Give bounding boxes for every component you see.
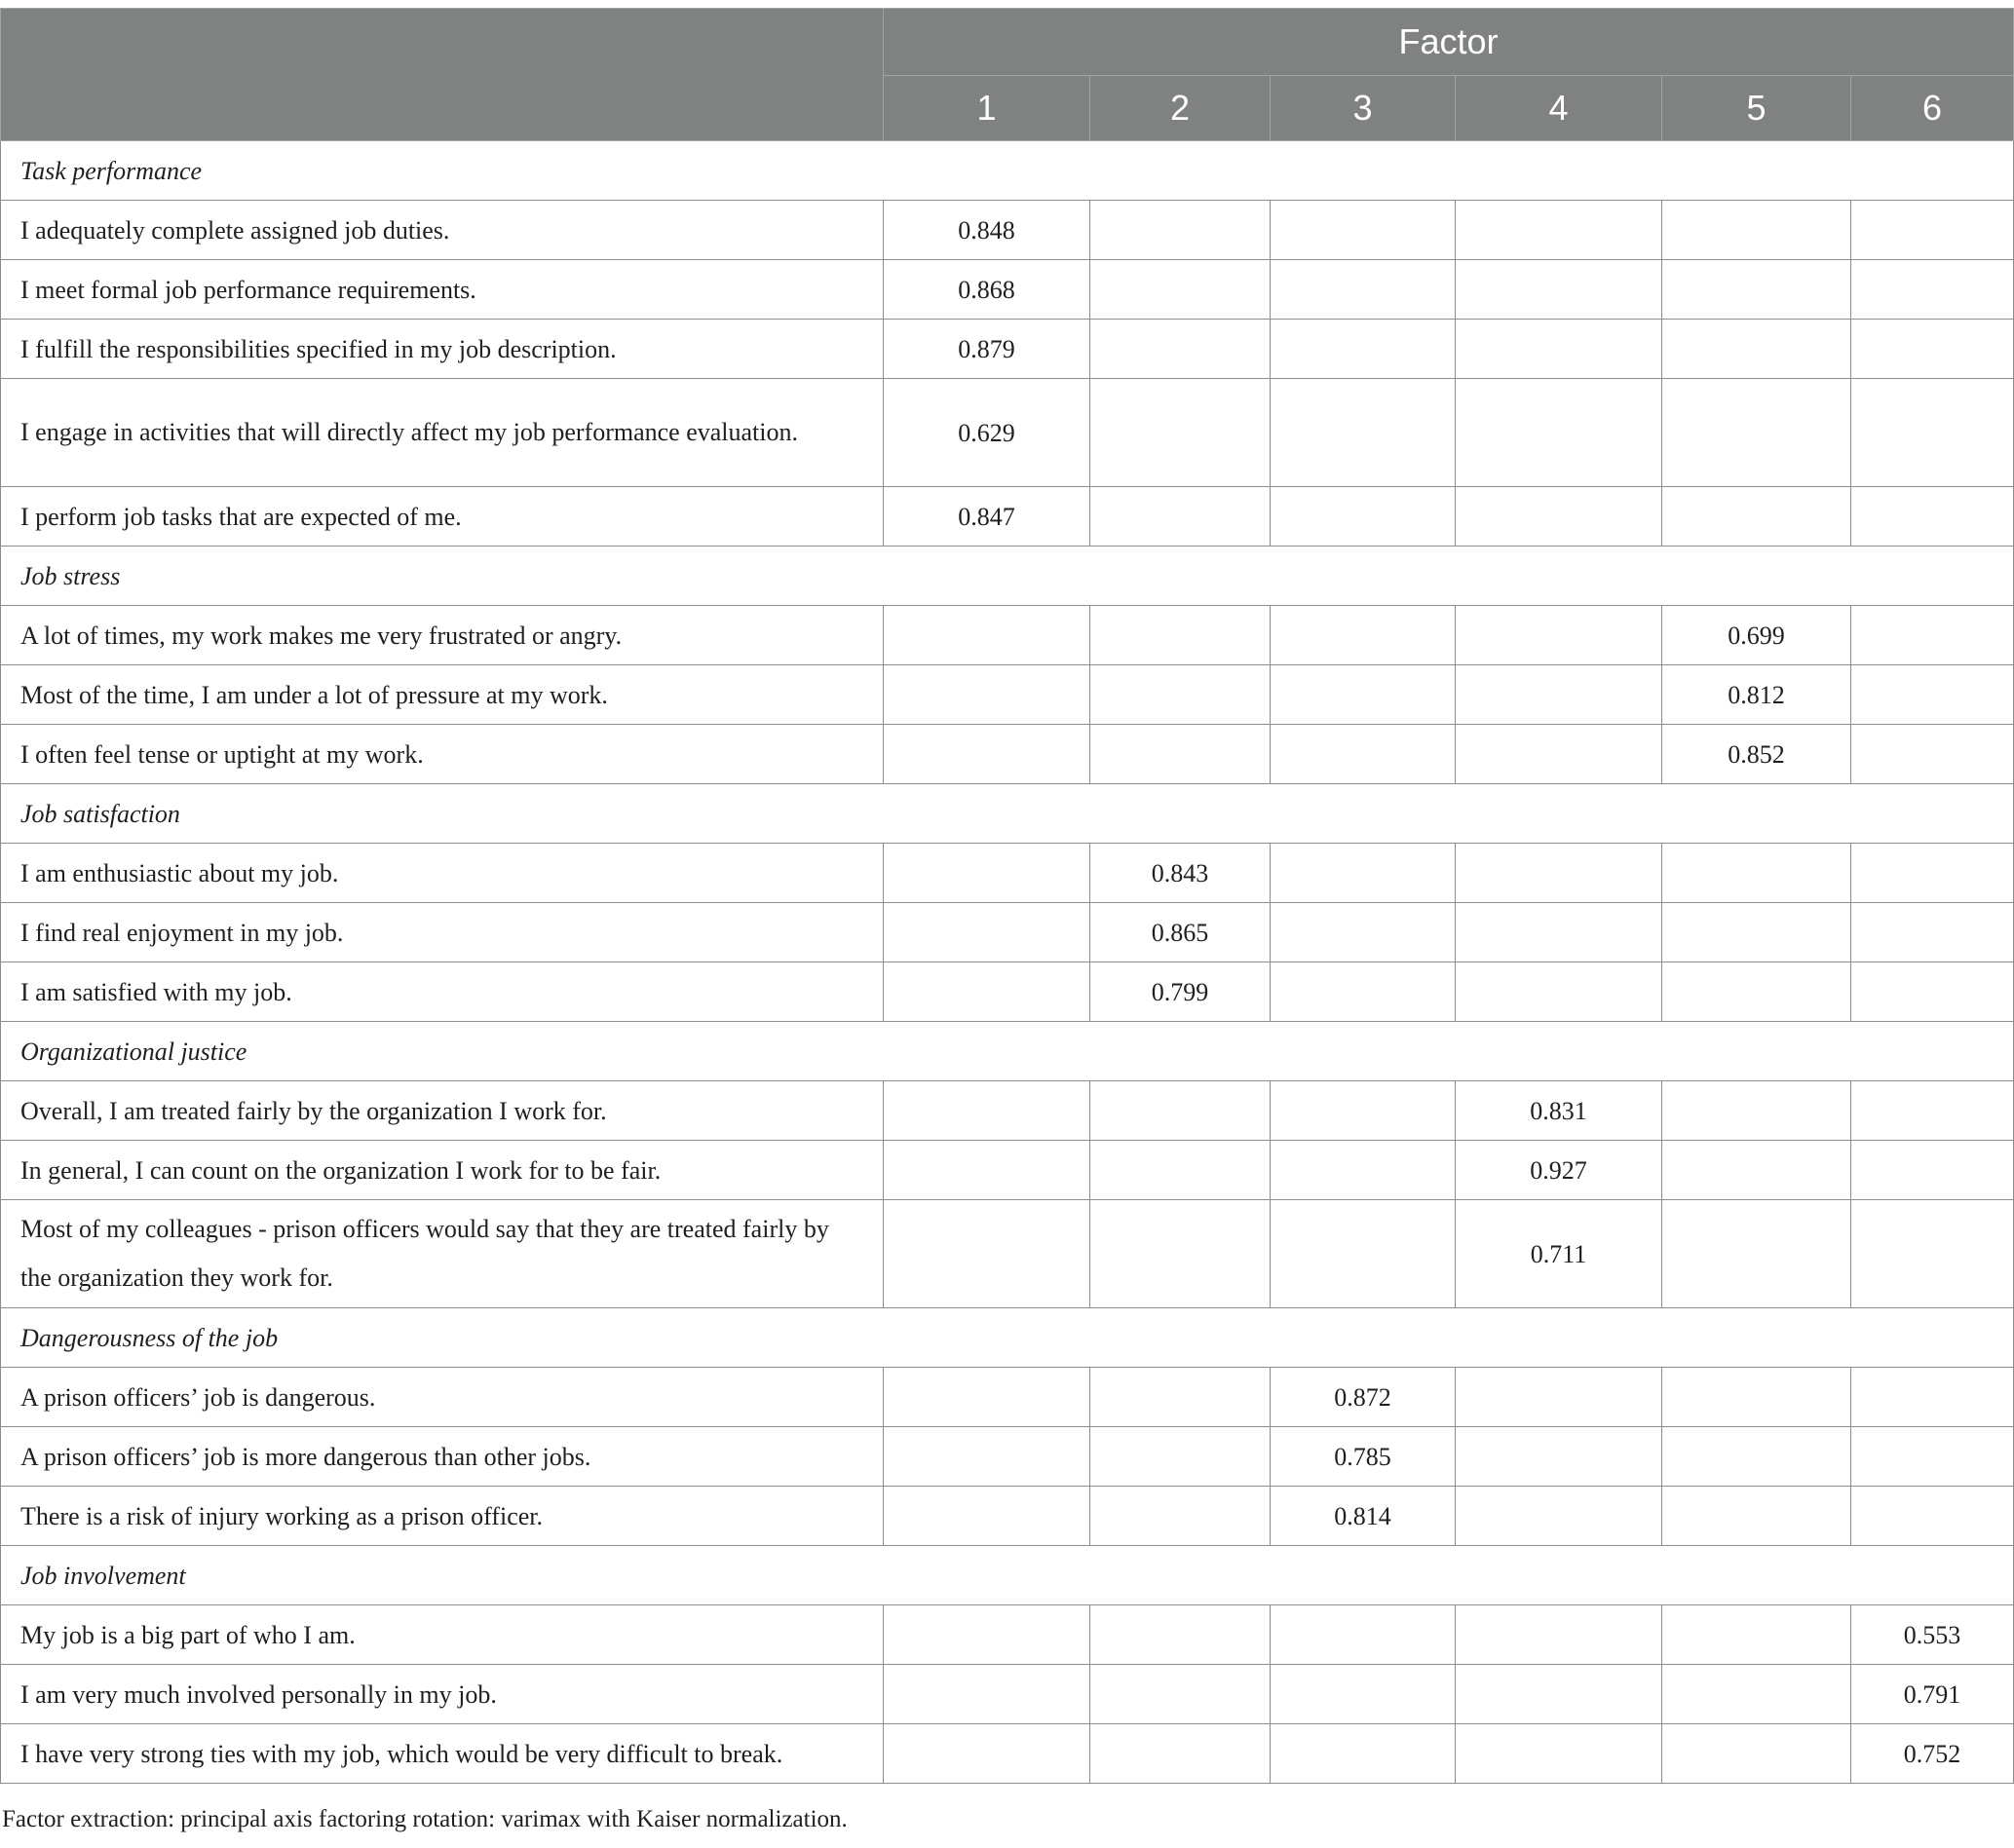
factor-number-header: 3	[1271, 76, 1456, 141]
factor-1-loading	[884, 1081, 1090, 1141]
factor-6-loading	[1851, 260, 2014, 320]
factor-2-loading	[1090, 1724, 1271, 1784]
factor-6-loading	[1851, 1427, 2014, 1487]
factor-6-loading	[1851, 1200, 2014, 1308]
section-row	[1, 547, 2014, 606]
table-row	[1, 1368, 2014, 1427]
item-text: Most of my colleagues - prison officers would say that they are treated fairly by the organization they work for.	[1, 1200, 884, 1308]
factor-1-loading	[884, 665, 1090, 725]
section-title: Organizational justice	[1, 1022, 2014, 1081]
factor-5-loading	[1662, 1200, 1851, 1308]
factor-6-loading: 0.553	[1851, 1605, 2014, 1665]
factor-4-loading: 0.927	[1456, 1141, 1662, 1200]
factor-1-loading	[884, 606, 1090, 665]
factor-2-loading	[1090, 1665, 1271, 1724]
section-title: Dangerousness of the job	[1, 1308, 2014, 1368]
factor-5-loading	[1662, 1605, 1851, 1665]
table-row	[1, 903, 2014, 962]
table-row	[1, 606, 2014, 665]
table-row	[1, 1665, 2014, 1724]
item-text: A prison officers’ job is dangerous.	[1, 1368, 884, 1427]
factor-2-loading	[1090, 201, 1271, 260]
section-row	[1, 784, 2014, 844]
factor-number-header: 4	[1456, 76, 1662, 141]
factor-6-loading	[1851, 844, 2014, 903]
factor-3-loading	[1271, 379, 1456, 487]
factor-1-loading	[884, 1368, 1090, 1427]
factor-3-loading	[1271, 487, 1456, 547]
item-text: A prison officers’ job is more dangerous than other jobs.	[1, 1427, 884, 1487]
factor-3-loading: 0.814	[1271, 1487, 1456, 1546]
factor-2-loading	[1090, 320, 1271, 379]
factor-1-loading	[884, 844, 1090, 903]
factor-4-loading	[1456, 844, 1662, 903]
factor-6-loading: 0.752	[1851, 1724, 2014, 1784]
factor-2-loading	[1090, 1605, 1271, 1665]
factor-5-loading	[1662, 962, 1851, 1022]
item-text: A lot of times, my work makes me very frustrated or angry.	[1, 606, 884, 665]
factor-1-loading: 0.868	[884, 260, 1090, 320]
factor-2-loading	[1090, 1487, 1271, 1546]
item-text: In general, I can count on the organization I work for to be fair.	[1, 1141, 884, 1200]
factor-5-loading	[1662, 201, 1851, 260]
factor-1-loading	[884, 903, 1090, 962]
item-text: I perform job tasks that are expected of me.	[1, 487, 884, 547]
factor-6-loading	[1851, 962, 2014, 1022]
item-text: My job is a big part of who I am.	[1, 1605, 884, 1665]
factor-4-loading	[1456, 379, 1662, 487]
factor-5-loading: 0.812	[1662, 665, 1851, 725]
factor-4-loading	[1456, 320, 1662, 379]
table-row	[1, 844, 2014, 903]
factor-loading-table-container	[0, 8, 2014, 1784]
table-row	[1, 1200, 2014, 1308]
table-row	[1, 1487, 2014, 1546]
factor-6-loading	[1851, 725, 2014, 784]
factor-5-loading	[1662, 487, 1851, 547]
factor-5-loading	[1662, 1368, 1851, 1427]
table-row	[1, 379, 2014, 487]
factor-2-loading	[1090, 260, 1271, 320]
item-text: I am very much involved personally in my job.	[1, 1665, 884, 1724]
factor-3-loading	[1271, 606, 1456, 665]
factor-3-loading	[1271, 1081, 1456, 1141]
factor-group-header: Factor	[884, 9, 2014, 76]
factor-4-loading	[1456, 1605, 1662, 1665]
item-text: I have very strong ties with my job, which would be very difficult to break.	[1, 1724, 884, 1784]
factor-5-loading	[1662, 1487, 1851, 1546]
item-text: Overall, I am treated fairly by the organization I work for.	[1, 1081, 884, 1141]
factor-6-loading	[1851, 1141, 2014, 1200]
factor-6-loading	[1851, 487, 2014, 547]
item-text: There is a risk of injury working as a prison officer.	[1, 1487, 884, 1546]
table-row	[1, 665, 2014, 725]
factor-3-loading	[1271, 260, 1456, 320]
factor-2-loading	[1090, 379, 1271, 487]
factor-1-loading	[884, 1724, 1090, 1784]
factor-5-loading	[1662, 1081, 1851, 1141]
factor-2-loading	[1090, 606, 1271, 665]
header-blank-cell	[1, 9, 884, 141]
factor-2-loading: 0.843	[1090, 844, 1271, 903]
table-row	[1, 962, 2014, 1022]
factor-2-loading: 0.865	[1090, 903, 1271, 962]
factor-5-loading: 0.699	[1662, 606, 1851, 665]
factor-3-loading: 0.785	[1271, 1427, 1456, 1487]
factor-5-loading	[1662, 1427, 1851, 1487]
item-text: Most of the time, I am under a lot of pressure at my work.	[1, 665, 884, 725]
table-row	[1, 1724, 2014, 1784]
factor-3-loading	[1271, 1141, 1456, 1200]
section-row	[1, 1308, 2014, 1368]
section-row	[1, 1022, 2014, 1081]
factor-1-loading	[884, 1605, 1090, 1665]
factor-3-loading	[1271, 1200, 1456, 1308]
factor-6-loading	[1851, 1081, 2014, 1141]
factor-5-loading	[1662, 320, 1851, 379]
item-text: I engage in activities that will directly affect my job performance evaluation.	[1, 379, 884, 487]
factor-3-loading	[1271, 1605, 1456, 1665]
item-text: I am satisfied with my job.	[1, 962, 884, 1022]
section-title: Task performance	[1, 141, 2014, 201]
table-row	[1, 1605, 2014, 1665]
factor-4-loading: 0.711	[1456, 1200, 1662, 1308]
factor-5-loading	[1662, 260, 1851, 320]
factor-4-loading	[1456, 1487, 1662, 1546]
factor-5-loading	[1662, 903, 1851, 962]
item-text: I meet formal job performance requirements.	[1, 260, 884, 320]
section-title: Job stress	[1, 547, 2014, 606]
factor-4-loading	[1456, 903, 1662, 962]
table-row	[1, 201, 2014, 260]
factor-1-loading	[884, 1200, 1090, 1308]
item-text: I find real enjoyment in my job.	[1, 903, 884, 962]
table-row	[1, 320, 2014, 379]
factor-3-loading	[1271, 844, 1456, 903]
factor-5-loading: 0.852	[1662, 725, 1851, 784]
factor-3-loading	[1271, 962, 1456, 1022]
factor-6-loading	[1851, 201, 2014, 260]
table-row	[1, 260, 2014, 320]
factor-3-loading	[1271, 665, 1456, 725]
factor-4-loading	[1456, 260, 1662, 320]
table-row	[1, 1081, 2014, 1141]
factor-4-loading	[1456, 606, 1662, 665]
factor-6-loading	[1851, 665, 2014, 725]
factor-1-loading: 0.629	[884, 379, 1090, 487]
factor-number-header: 5	[1662, 76, 1851, 141]
factor-5-loading	[1662, 844, 1851, 903]
factor-6-loading	[1851, 320, 2014, 379]
factor-6-loading	[1851, 903, 2014, 962]
factor-3-loading	[1271, 320, 1456, 379]
section-row	[1, 141, 2014, 201]
section-row	[1, 1546, 2014, 1605]
factor-5-loading	[1662, 1665, 1851, 1724]
factor-4-loading	[1456, 962, 1662, 1022]
factor-6-loading	[1851, 1487, 2014, 1546]
table-footnote: Factor extraction: principal axis factoring rotation: varimax with Kaiser normalization.	[2, 1806, 848, 1832]
factor-1-loading	[884, 962, 1090, 1022]
table-row	[1, 1427, 2014, 1487]
factor-3-loading	[1271, 201, 1456, 260]
factor-6-loading	[1851, 1368, 2014, 1427]
factor-4-loading: 0.831	[1456, 1081, 1662, 1141]
item-text: I fulfill the responsibilities specified in my job description.	[1, 320, 884, 379]
factor-4-loading	[1456, 1665, 1662, 1724]
item-text: I am enthusiastic about my job.	[1, 844, 884, 903]
factor-5-loading	[1662, 1724, 1851, 1784]
factor-2-loading	[1090, 1368, 1271, 1427]
factor-4-loading	[1456, 665, 1662, 725]
table-body	[1, 141, 2014, 1784]
section-title: Job satisfaction	[1, 784, 2014, 844]
factor-2-loading	[1090, 1141, 1271, 1200]
factor-3-loading	[1271, 1724, 1456, 1784]
factor-1-loading: 0.847	[884, 487, 1090, 547]
factor-3-loading	[1271, 1665, 1456, 1724]
item-text: I often feel tense or uptight at my work.	[1, 725, 884, 784]
factor-number-header: 1	[884, 76, 1090, 141]
factor-1-loading: 0.879	[884, 320, 1090, 379]
item-text: I adequately complete assigned job duties.	[1, 201, 884, 260]
factor-2-loading	[1090, 1427, 1271, 1487]
factor-2-loading	[1090, 487, 1271, 547]
factor-4-loading	[1456, 487, 1662, 547]
factor-1-loading	[884, 1665, 1090, 1724]
factor-1-loading: 0.848	[884, 201, 1090, 260]
factor-3-loading: 0.872	[1271, 1368, 1456, 1427]
factor-4-loading	[1456, 725, 1662, 784]
factor-1-loading	[884, 725, 1090, 784]
factor-6-loading: 0.791	[1851, 1665, 2014, 1724]
factor-3-loading	[1271, 725, 1456, 784]
factor-4-loading	[1456, 201, 1662, 260]
factor-2-loading	[1090, 665, 1271, 725]
section-title: Job involvement	[1, 1546, 2014, 1605]
table-row	[1, 725, 2014, 784]
factor-1-loading	[884, 1487, 1090, 1546]
factor-5-loading	[1662, 379, 1851, 487]
factor-6-loading	[1851, 379, 2014, 487]
table-row	[1, 1141, 2014, 1200]
factor-1-loading	[884, 1141, 1090, 1200]
factor-2-loading	[1090, 1200, 1271, 1308]
table-header	[1, 9, 2014, 141]
factor-4-loading	[1456, 1427, 1662, 1487]
factor-6-loading	[1851, 606, 2014, 665]
factor-4-loading	[1456, 1368, 1662, 1427]
factor-loading-table	[0, 8, 2014, 1784]
factor-5-loading	[1662, 1141, 1851, 1200]
table-row	[1, 487, 2014, 547]
factor-1-loading	[884, 1427, 1090, 1487]
factor-2-loading	[1090, 725, 1271, 784]
factor-2-loading: 0.799	[1090, 962, 1271, 1022]
factor-2-loading	[1090, 1081, 1271, 1141]
factor-number-header: 6	[1851, 76, 2014, 141]
factor-3-loading	[1271, 903, 1456, 962]
factor-4-loading	[1456, 1724, 1662, 1784]
factor-number-header: 2	[1090, 76, 1271, 141]
